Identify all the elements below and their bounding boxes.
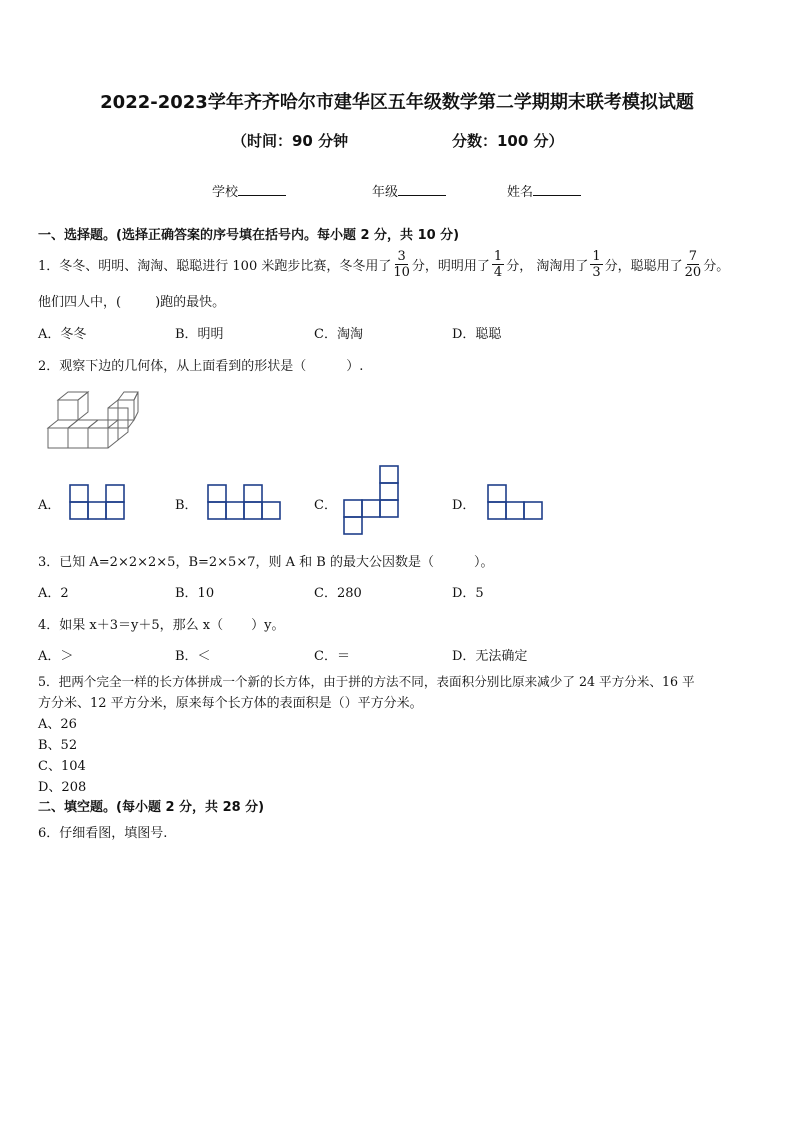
q1-option-c: C．淘淘 (314, 327, 363, 342)
grade-blank (398, 183, 446, 196)
fraction-numerator: 1 (493, 248, 503, 264)
exam-time: （时间：90 分钟 (232, 132, 349, 150)
section2-heading: 二、填空题。(每小题 2 分，共 28 分) (38, 800, 265, 815)
fraction-denominator: 20 (684, 264, 702, 280)
exam-score: 分数：100 分） (452, 132, 564, 150)
q1-option-a: A．冬冬 (38, 327, 87, 342)
q1-option-d: D．聪聪 (452, 327, 502, 342)
q2-option-d-label: D． (452, 498, 476, 513)
q2-option-d-shape (487, 484, 543, 521)
q3-option-a: A．2 (38, 586, 69, 601)
fraction-denominator: 10 (393, 264, 410, 280)
fraction-numerator: 1 (592, 248, 601, 264)
q3-option-b: B．10 (175, 586, 215, 601)
q1-line2-b: )跑的最快。 (155, 295, 226, 310)
q2-text-a: 2．观察下边的几何体，从上面看到的形状是（ (38, 359, 307, 374)
q2-option-a-label: A． (38, 498, 61, 513)
q4-option-c: C．＝ (314, 649, 350, 664)
q1-text-part3: 分， 淘淘用了 (506, 258, 589, 274)
q1-text-part5: 分。 (703, 258, 730, 274)
q2-option-a-shape (69, 484, 125, 521)
q4-option-a: A．＞ (38, 649, 74, 664)
name-blank (533, 183, 581, 196)
q1-option-b: B．明明 (175, 327, 224, 342)
q4-option-d: D．无法确定 (452, 649, 528, 664)
q5-option-c: C、104 (38, 759, 86, 774)
q3-option-d: D．5 (452, 586, 484, 601)
q3-text-a: 3．已知 A=2×2×2×5，B=2×5×7，则 A 和 B 的最大公因数是（ (38, 555, 434, 570)
fraction-numerator: 7 (688, 248, 698, 264)
q5-option-b: B、52 (38, 738, 78, 753)
name-field (507, 181, 581, 200)
q2-option-b-label: B． (175, 498, 198, 513)
section1-heading: 一、选择题。(选择正确答案的序号填在括号内。每小题 2 分，共 10 分) (38, 228, 460, 243)
q6-text: 6．仔细看图，填图号. (38, 826, 168, 841)
q2-text (38, 355, 363, 374)
q1-fraction-4 (685, 249, 702, 280)
q2-option-c-label: C． (314, 498, 337, 513)
q2-option-c-shape (343, 465, 399, 536)
q1-line2-a: 他们四人中，( (38, 295, 122, 310)
fraction-numerator: 3 (397, 248, 406, 264)
q3-text (38, 551, 493, 570)
q4-text-b: ）y。 (251, 618, 285, 633)
q1-text-part4: 分，聪聪用了 (604, 258, 683, 274)
q1-line1 (38, 244, 729, 284)
q4-text (38, 614, 284, 633)
q4-text-a: 4．如果 x＋3＝y＋5，那么 x（ (38, 618, 224, 633)
q1-text-part1: 1．冬冬、明明、淘淘、聪聪进行 100 米跑步比赛，冬冬用了 (38, 258, 392, 274)
q4-option-b: B．＜ (175, 649, 211, 664)
q1-text-part2: 分，明明用了 (411, 258, 490, 274)
q1-fraction-2 (492, 249, 504, 280)
school-blank (238, 183, 286, 196)
fraction-denominator: 3 (592, 264, 601, 280)
q1-fraction-1 (393, 249, 410, 280)
q1-fraction-3 (590, 249, 602, 280)
grade-field (372, 181, 446, 200)
q3-option-c: C．280 (314, 586, 362, 601)
q2-text-b: ）. (346, 359, 364, 374)
q2-option-b-shape (207, 484, 281, 521)
q3-text-b: ）。 (473, 555, 494, 570)
fraction-denominator: 4 (493, 264, 503, 280)
school-field (212, 181, 286, 200)
name-label: 姓名 (507, 185, 534, 200)
q5-option-d: D、208 (38, 780, 87, 795)
cube-figure (44, 388, 140, 452)
q5-line1: 5．把两个完全一样的长方体拼成一个新的长方体，由于拼的方法不同，表面积分别比原来减少了 24 平方分米、16 平 (38, 674, 695, 689)
q5-option-a: A、26 (38, 717, 77, 732)
q1-line2 (38, 291, 225, 310)
q5-line2: 方分米、12 平方分米，原来每个长方体的表面积是（）平方分米。 (38, 696, 423, 711)
exam-title: 2022-2023学年齐齐哈尔市建华区五年级数学第二学期期末联考模拟试题 (100, 92, 694, 113)
school-label: 学校 (212, 185, 239, 200)
grade-label: 年级 (372, 185, 399, 200)
